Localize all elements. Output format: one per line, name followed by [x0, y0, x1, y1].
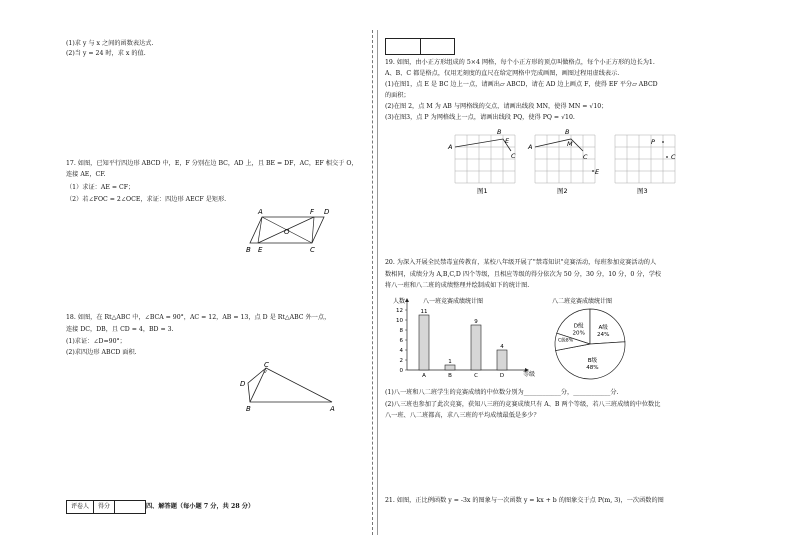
column-divider-solid: [377, 30, 378, 535]
bar-C: [471, 325, 481, 370]
q18-quadrilateral-figure: [228, 358, 340, 414]
q20-line-2: 数相同，成绩分为 A,B,C,D 四个等级，且相应等级的得分依次为 50 分，30 分，10 分，0 分，学校: [385, 271, 662, 278]
q18-label-b: B: [246, 405, 251, 413]
q17-label-e: E: [258, 246, 263, 254]
pie-slice-label: B级: [587, 358, 598, 365]
q19-figure-3: [605, 127, 685, 195]
q19-line-1: 19. 如图，由小正方形组成的 5×4 网格，每个小正方形的顶点叫做格点，每个小正方形的边长为1.: [385, 59, 655, 66]
fig3-caption: 图3: [637, 187, 648, 195]
bar-category-label: B: [448, 373, 452, 379]
q19-line-2: A、B、C 都是格点，仅用无刻度的直尺在给定网格中完成画图，画图过程用虚线表示.: [385, 70, 620, 77]
q19-line-6: (3)在图3，点 P 为网格线上一点，请画出线段 PQ，使得 PQ = √10.: [385, 114, 575, 121]
bar-y-tick-label: 0: [399, 368, 403, 374]
bar-y-tick-label: 4: [399, 348, 403, 354]
fig2-label-b: B: [565, 128, 570, 136]
q19-line-5: (2)在图 2，点 M 为 AB 与网格线的交点，请画出线段 MN，使得 MN = √10；: [385, 103, 608, 110]
pie-chart-title: 八二班竞赛成绩统计图: [552, 298, 613, 305]
class2-pie-chart: [538, 292, 648, 384]
pie-slice-percent: 20%: [572, 330, 585, 337]
fig2-label-m: M: [567, 140, 573, 148]
pie-slice-percent: 24%: [596, 331, 610, 338]
bar-value-label: 4: [500, 344, 504, 350]
bar-D: [497, 350, 507, 370]
q17-line-4: （2）若∠FOC = 2∠OCE，求证：四边形 AECF 是矩形.: [66, 196, 227, 203]
q17-line-2: 连接 AE，CF.: [66, 171, 106, 178]
fig1-label-c: C: [511, 152, 516, 160]
bar-B: [445, 365, 455, 370]
fig1-label-e: E: [505, 137, 510, 145]
grader-cell: 评卷人: [67, 501, 94, 513]
q18-label-c: C: [264, 361, 269, 369]
fig3-label-p: P: [651, 138, 655, 146]
bar-chart-ylabel: 人数: [393, 298, 406, 305]
fig2-label-e: E: [595, 168, 600, 176]
q18-label-d: D: [240, 380, 246, 388]
bar-y-tick-label: 10: [396, 318, 403, 324]
q20-question-2: (2)八三班也参加了此次竞赛，获知八三班的竞赛成绩只有 A、B 两个等级，若八三班成绩的中位数比: [385, 401, 661, 408]
q17-label-d: D: [324, 208, 330, 216]
bar-y-tick-label: 8: [399, 328, 403, 334]
pie-slice-label: C级8%: [558, 338, 574, 344]
score-blank-cell[interactable]: [115, 501, 145, 513]
score-cell: 得分: [94, 501, 115, 513]
bar-chart-title: 八一班竞赛成绩统计图: [423, 298, 484, 305]
q17-label-o: O: [284, 228, 290, 236]
q19-figure-1: [445, 127, 525, 195]
bar-value-label: 1: [448, 359, 452, 365]
fig3-label-c: C: [671, 153, 676, 161]
q17-parallelogram-figure: [240, 203, 340, 255]
q19-line-3: (1)在图1，点 E 是 BC 边上一点，请画出▱ ABCD，请在 AD 边上画点 F，使得 EF 平分▱ ABCD: [385, 81, 658, 88]
bar-category-label: A: [422, 373, 426, 379]
bar-A: [419, 315, 429, 370]
class1-bar-chart: [383, 292, 543, 384]
q18-line-4: (2)求四边形 ABCD 面积.: [66, 349, 137, 356]
column-divider-dashed: [372, 30, 373, 535]
bar-y-tick-label: 12: [396, 308, 403, 314]
q21-line-1: 21. 如图，正比例函数 y = -3x 的图象与一次函数 y = kx + b 的图象交于点 P(m, 3)，一次函数的图: [385, 497, 664, 504]
q17-label-a: A: [258, 208, 263, 216]
bar-category-label: C: [474, 373, 478, 379]
question-score-box[interactable]: [385, 38, 455, 55]
score-table: [66, 500, 146, 514]
pie-slice-label: D级: [573, 323, 584, 330]
q19-line-4: 的面积；: [385, 92, 410, 99]
q20-question-3: 八一班、八二班都高，求八三班的平均成绩最低是多少？: [385, 412, 540, 419]
fig2-label-c: C: [583, 153, 588, 161]
q17-label-f: F: [310, 208, 315, 216]
q17-label-b: B: [246, 246, 251, 254]
fig2-caption: 图2: [557, 187, 568, 195]
fig1-caption: 图1: [477, 187, 488, 195]
fig1-label-a: A: [448, 143, 453, 151]
fig2-label-a: A: [528, 143, 533, 151]
bar-value-label: 11: [420, 309, 428, 315]
bar-category-label: D: [499, 373, 505, 379]
section-title: 四、解答题（每小题 7 分，共 28 分）: [146, 503, 255, 510]
bar-y-tick-label: 2: [399, 358, 403, 364]
bar-y-tick-label: 6: [399, 338, 403, 344]
q17-label-c: C: [310, 246, 315, 254]
q20-question-1: (1)八一班和八二班学生的竞赛成绩的中位数分别为____________分，____________分.: [385, 389, 619, 396]
bar-y-arrow: [405, 298, 409, 302]
q20-line-3: 将八一班和八二班的成绩整理并绘制成如下的统计图.: [385, 282, 530, 289]
fig1-label-b: B: [497, 128, 502, 136]
q18-label-a: A: [330, 405, 335, 413]
pie-slice-label: A级: [598, 324, 608, 331]
q18-line-3: (1)求证：∠D=90°；: [66, 338, 126, 345]
q19-figure-2: [525, 127, 605, 195]
q18-line-2: 连接 DC，DB，且 CD = 4，BD = 3.: [66, 326, 174, 333]
q17-line-3: （1）求证：AE = CF；: [66, 184, 135, 191]
q18-line-1: 18. 如图，在 Rt△ABC 中，∠BCA = 90°，AC = 12，AB = 13，点 D 是 Rt△ABC 外一点，: [66, 314, 331, 321]
pie-slice-percent: 48%: [586, 365, 599, 372]
bar-value-label: 9: [474, 319, 478, 325]
q16-line-2: (2)当 y = 24 时，求 x 的值.: [66, 50, 146, 57]
q17-line-1: 17. 如图，已知平行四边形 ABCD 中，E，F 分别在边 BC，AD 上，且 BE = DF，AC，EF 相交于 O，: [66, 160, 358, 167]
bar-chart-xlabel: 等级: [523, 371, 536, 378]
q20-line-1: 20. 为深入开展全民禁毒宣传教育，某校八年级开展了"禁毒知识"竞赛活动，每班参加竞赛活动的人: [385, 259, 657, 266]
q16-line-1: (1)求 y 与 x 之间的函数表达式.: [66, 40, 154, 47]
